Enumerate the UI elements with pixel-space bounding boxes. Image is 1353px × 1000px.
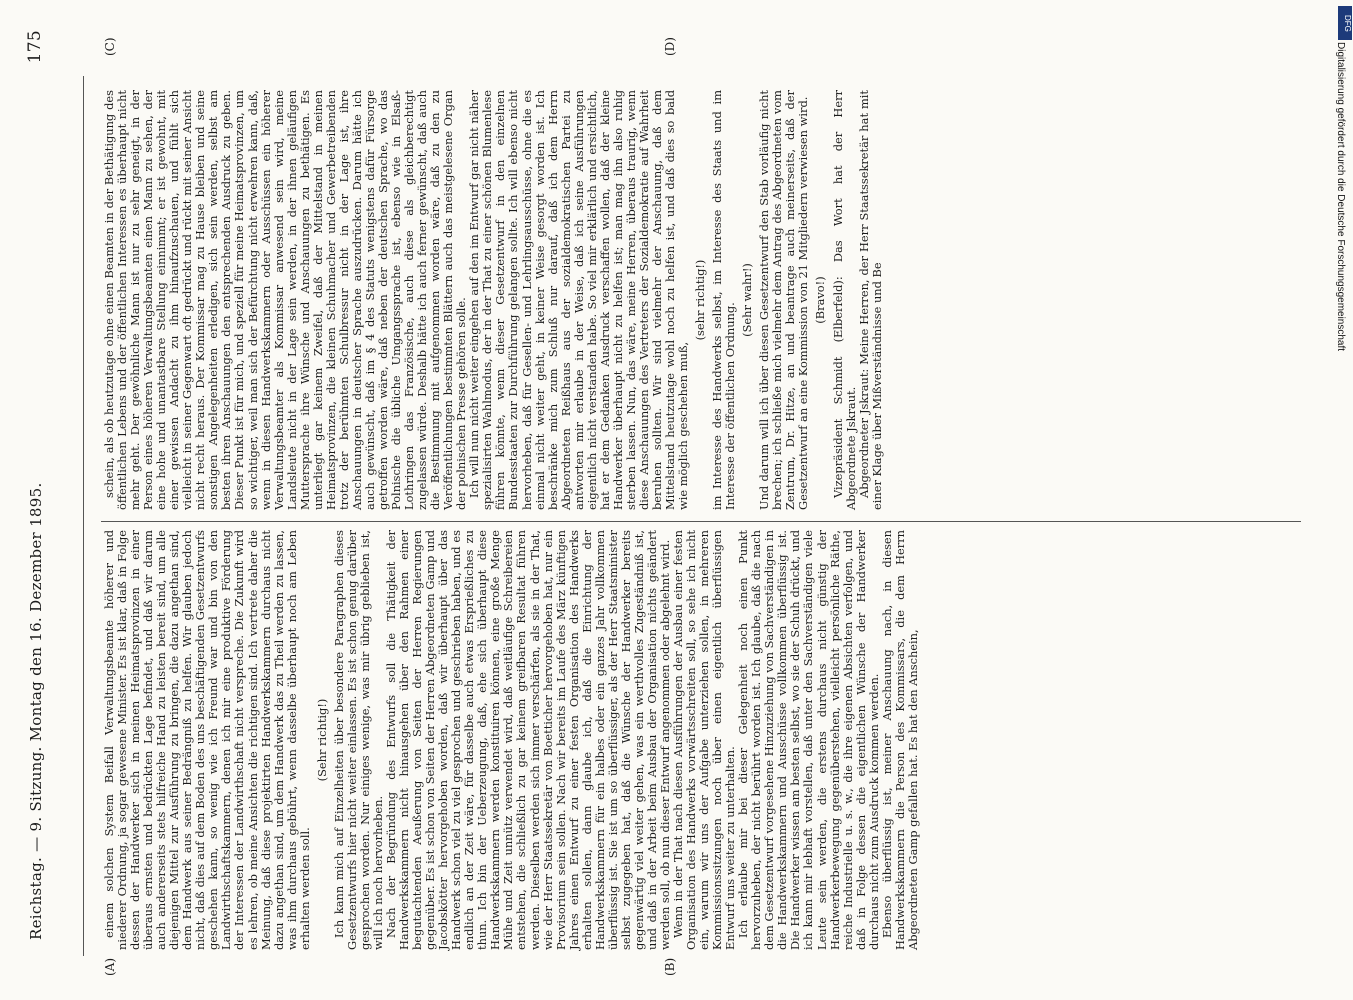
page-number: 175 [25, 30, 45, 64]
dfg-logo: DFG [1338, 6, 1352, 40]
left-text-column [103, 530, 920, 950]
rotated-text-frame [23, 20, 1313, 980]
paragraph: Nach der Begründung des Entwurfs soll die Thätigkeit der Handwerkskammern nicht hinausgehen über den Rahmen einer begutachtenden Aeußerung von Seiten der Herren Regierungen gegenüber. Es ist schon von Seiten der Herren Abgeordneten Gamp und Jacobskötter hervorgehoben worden, daß wir überhaupt über das Handwerk schon viel zu viel gesprochen und geschrieben haben, und es endlich an der Zeit wäre, für dasselbe auch etwas Ersprießliches zu thun. Ich bin der Ueberzeugung, daß, ehe sich überhaupt diese Handwerkskammern werden konstituiren können, eine große Menge Mühe und Zeit unnütz verwendet wird, daß weitläufige Schreibereien entstehen, die schließlich zu gar keinem greifbaren Resultat führen werden. Dieselben werden sich immer verschärfen, als sie in der That, wie der Herr Staatssekretär von Boetticher hervorgehoben hat, nur ein Provisorium sein sollen. Nach wir bereits im Laufe des März künftigen Jahres einen Entwurf zu einer festen Organisation des Handwerks erhalten sollen, dann glaube ich, daß die Einrichtung der Handwerkskammern für ein halbes oder ein ganzes Jahr vollkommen überflüssig ist. Sie ist um so überflüssiger, als der Herr Staatsminister selbst zugegeben hat, daß die Wünsche der Handwerker bereits gegenwärtig viel weiter gehen, was ein werthvolles Zugeständniß ist, und daß in der Arbeit beim Ausbau der Organisation nichts geändert werden soll, ob nun dieser Entwurf angenommen oder abgelehnt wird. [383, 530, 672, 950]
margin-letter-a: (A) [103, 957, 117, 976]
paragraph: Ich kann mich auf Einzelheiten über besondere Paragraphen dieses Gesetzentwurfs hier nicht weiter einlassen. Es ist schon genug darüber gesprochen worden. Nur einiges wenige, was mir übrig geblieben ist, will ich noch hervorheben. [331, 530, 385, 950]
margin-letter-b: (B) [663, 957, 677, 976]
paragraph: Wenn in der That nach diesen Ausführungen der Ausbau einer festen Organisation des Handwerks vorwärtsschreiten soll, so sehe ich nicht ein, warum wir uns der Aufgabe unterziehen sollen, in mehreren Kommissionssitzungen noch über einen eigentlich überflüssigen Entwurf uns weiter zu unterhalten. [671, 530, 738, 950]
paragraph: (Sehr wahr!) [740, 263, 755, 337]
margin-letter-c: (C) [103, 37, 117, 56]
margin-letter-d: (D) [663, 37, 677, 56]
paragraph: Abgeordneter Jskraut: Meine Herren, der Herr Staatssekretär hat mit einer Klage über Mißverständnisse und Be [856, 90, 884, 510]
running-head: Reichstag. — 9. Sitzung. Montag den 16. Dezember 1895. [27, 482, 45, 940]
paragraph: schein, als ob heutzutage ohne einen Beamten in der Bethätigung des öffentlichen Lebens und der öffentlichen Interessen es überhaupt nicht mehr geht. Der gewöhnliche Mann ist nur zu sehr geneigt, in der Person eines höheren Verwaltungsbeamten einen Mann zu sehen, der eine hohe und unantastbare Stellung einnimmt; er ist gewohnt, mit einer gewissen Andacht zu ihm hinaufzuschauen, und fühlt sich vielleicht in seiner Gegenwart oft gedrückt und rückt mit seiner Ansicht nicht recht heraus. Der Kommissar mag zu Hause bleiben und seine sonstigen Angelegenheiten erledigen, sich sein werden, selbst am besten ihren Anschauungen den entsprechenden Ausdruck zu geben. Dieser Punkt ist für mich, und speziell für meine Heimatsprovinzen, um so wichtiger, weil man sich der Befürchtung nicht erwehren kann, daß, wenn in diesen Handwerkskammern oder Ausschüssen ein höherer Verwaltungsbeamter als Kommissar anwesend sein wird, meine Landsleute nicht in der Lage sein werden, in der ihnen geläufigen Muttersprache ihre Wünsche und Anschauungen zu bethätigen. Es unterliegt gar keinem Zweifel, daß der Mittelstand in meinen Heimatsprovinzen, die kleinen Schuhmacher und Gewerbetreibenden trotz der berühmten Schulbressur nicht in der Lage ist, ihre Anschauungen in deutscher Sprache auszudrücken. Darum hätte ich auch gewünscht, daß im § 4 des Statuts wenigstens dafür Fürsorge getroffen worden wäre, daß neben der deutschen Sprache, wo das Polnische die übliche Umgangssprache ist, ebenso wie in Elsaß-Lothringen das Französische, auch diese als gleichberechtigt zugelassen würde. Deshalb hätte ich auch ferner gewünscht, daß auch die Bestimmung mit aufgenommen worden wäre, daß zu den zu Veröffentlichungen bestimmten Blättern auch das meistgelesene Organ der polnischen Presse gehören solle. [102, 90, 469, 510]
paragraph: (Sehr richtig!) [314, 698, 329, 782]
paragraph: (Bravo!) [813, 276, 828, 324]
paragraph: einem solchen System Beifall Verwaltungsbeamte höherer und niederer Ordnung, ja sogar gewesene Minister. Es ist klar, daß in Folge dessen der Handwerker sich in meinen Heimatsprovinzen in einer überaus ernsten und bedrückten Lage befindet, und daß wir darum auch andererseits stets hilfreiche Hand zu leisten bereit sind, um alle diejenigen Mittel zur Ausführung zu bringen, die dazu angethan sind, dem Handwerk aus seiner Bedrängniß zu helfen. Wir glauben jedoch nicht, daß dies auf dem Boden des uns beschäftigenden Gesetzentwurfs geschehen kann, so wenig wie ich Freund war und bin von den Landwirthschaftskammern, denen ich mir eine produktive Förderung der Interessen der Landwirthschaft nicht verspreche. Die Zukunft wird es lehren, ob meine Ansichten die richtigen sind. Ich vertrete daher die Meinung, daß diese projektirten Handwerkskammern durchaus nicht dazu angethan sind, um dem Handwerk das zu Theil werden zu lassen, was ihm durchaus gebührt, wenn dasselbe überhaupt noch am Leben erhalten werden soll. [102, 530, 312, 950]
paragraph: Ich erlaube mir bei dieser Gelegenheit noch einen Punkt hervorzuheben, der nicht berührt worden ist. Ich glaube, daß die nach dem Gesetzentwurf vorgesehene Hinzuziehung von Sachverständigen in die Handwerkskammern und Ausschüsse vollkommen überflüssig ist. Die Handwerker wissen am besten selbst, wo sie der Schuh drückt, und ich kann mir lebhaft vorstellen, daß unter den Sachverständigen viele Leute sein werden, die erstens durchaus nicht günstig der Handwerkerbewegung gegenüberstehen, vielleicht persönliche Räthe, reiche Industrielle u. s. w., die ihre eigenen Absichten verfolgen, und daß in Folge dessen die eigentlichen Wünsche der Handwerker durchaus nicht zum Ausdruck kommen werden. [736, 530, 881, 950]
column-divider [101, 521, 1301, 522]
right-text-column [103, 90, 884, 510]
paragraph: Vizepräsident Schmidt (Elberfeld): Das Wort hat der Herr Abgeordnete Jskraut. [830, 90, 858, 510]
header-rule [83, 76, 84, 956]
paragraph: Ich will nun nicht weiter eingehen auf den im Entwurf gar nicht näher spezialisirten Wahlmodus, der in der That zu einer schönen Blumenlese führen könnte, wenn dieser Gesetzentwurf in den einzelnen Bundesstaaten zur Durchführung gelangen sollte. Ich will ebenso nicht hervorheben, daß für Gesellen- und Lehrlingsausschüsse, ohne die es einmal nicht weiter geht, in keiner Weise gesorgt worden ist. Ich beschränke mich zum Schluß nur darauf, daß ich dem Herrn Abgeordneten Reißhaus aus der sozialdemokratischen Partei zu antworten mir erlaube in der Weise, daß ich seine Ausführungen eigentlich nicht verstanden habe. So viel mir erklärlich und ersichtlich, hat er dem Gedanken Ausdruck verschaffen wollen, daß der kleine Handwerker überhaupt nicht zu helfen ist; man mag ihn also ruhig sterben lassen. Nun, das wäre, meine Herren, überaus traurig, wenn diese Anschauungen des Vertreters der Sozialdemokratie auf Wahrheit beruhen sollten. Wir sind vielmehr der Anschauung, daß dem Mittelstand heutzutage wohl noch zu helfen ist, und daß dies so bald wie möglich geschehen muß, [467, 90, 691, 510]
paragraph: Ebenso überflüssig ist, meiner Anschauung nach, in diesen Handwerkskammern die Person des Kommissars, die dem Herrn Abgeordneten Gamp gefallen hat. Es hat den Anschein, [879, 530, 920, 950]
page-header [23, 20, 53, 980]
digitization-credit [1333, 6, 1351, 986]
paragraph: (sehr richtig!) [693, 259, 708, 341]
paragraph: Und darum will ich über diesen Gesetzentwurf den Stab vorläufig nicht brechen; ich schließe mich vielmehr dem Antrag des Abgeordneten vom Zentrum, Dr. Hitze, an und beantrage auch meinerseits, daß der Gesetzentwurf an eine Kommission von 21 Mitgliedern verwiesen wird. [757, 90, 811, 510]
paragraph: im Interesse des Handwerks selbst, im Interesse des Staats und im Interesse der öffentlichen Ordnung. [710, 90, 738, 510]
credit-text: Digitalisierung gefördert durch die Deutsche Forschungsgemeinschaft [1335, 42, 1346, 352]
